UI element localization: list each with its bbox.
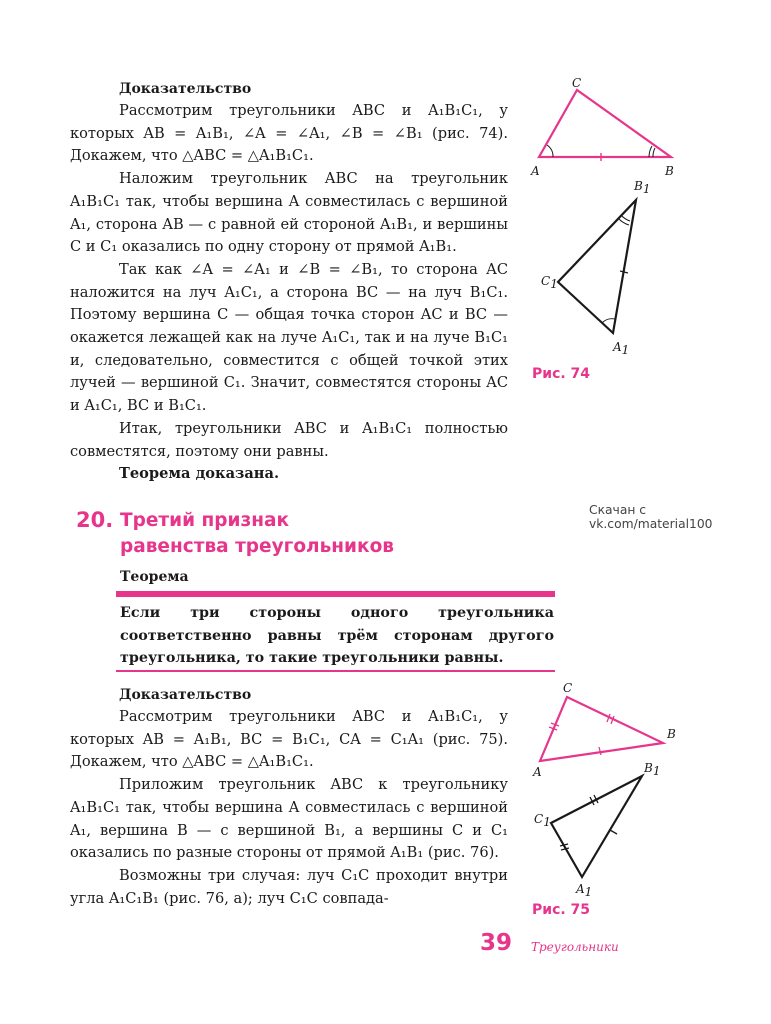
proof1-paragraph-1: Рассмотрим треугольники ABC и A₁B₁C₁, у которых AB = A₁B₁, ∠A = ∠A₁, ∠B = ∠B₁ (рис. 74). Докажем, что △ABC = △A₁B₁C₁.: [70, 102, 508, 165]
section-title-line-2: равенства треугольников: [120, 536, 394, 557]
label-c: C: [572, 76, 582, 90]
angle-mark-b1: [621, 215, 630, 221]
section-title: [120, 508, 394, 560]
proof2-paragraph-2: Приложим треугольник ABC к треугольнику A₁B₁C₁ так, чтобы вершина A совместилась с вершиной A₁, вершина B — с вершиной B₁, а вершины C и C₁ оказались по разные стороны от прямой A₁B₁ (рис. 76).: [70, 776, 508, 862]
proof1-paragraph-3: Так как ∠A = ∠A₁ и ∠B = ∠B₁, то сторона AC наложится на луч A₁C₁, а сторона BC — на луч B₁C₁. Поэтому вершина C — общая точка сторон AC и BC — окажется лежащей как на луче A₁C₁, так и на луче B₁C₁ и, следовательно, совместится с общей точкой этих лучей — вершиной C₁. Значит, совместятся стороны AC и A₁C₁, BC и B₁C₁.: [70, 260, 508, 415]
proof2-block: [70, 684, 508, 910]
proof2-paragraph-3: Возможны три случая: луч C₁C проходит внутри угла A₁C₁B₁ (рис. 76, а); луч C₁C совпада-: [70, 866, 508, 907]
tick-a1b1: [620, 271, 628, 273]
label-c-75: C: [563, 681, 573, 695]
proof2-heading: Доказательство: [119, 687, 252, 703]
angle-mark-a: [547, 145, 553, 157]
figure-75-caption: Рис. 75: [532, 902, 591, 918]
tick-ab-75: [599, 747, 601, 755]
label-b-75: B: [667, 727, 676, 741]
angle-mark-b: [653, 148, 655, 157]
triangle-a1b1c1-75: [551, 776, 642, 877]
label-a: A: [531, 164, 540, 178]
angle-mark-b1-2: [618, 218, 629, 225]
label-c1-75: C1: [534, 812, 551, 829]
figure-74-caption: Рис. 74: [532, 366, 591, 382]
angle-mark-a1: [602, 319, 615, 323]
watermark: Скачан с vk.com/material100: [589, 503, 713, 531]
theorem-text: Если три стороны одного треугольника соответственно равны трём сторонам другого треугольника, то такие треугольники равны.: [120, 605, 554, 666]
angle-mark-b-2: [649, 146, 652, 157]
proof2-paragraph-1: Рассмотрим треугольники ABC и A₁B₁C₁, у которых AB = A₁B₁, BC = B₁C₁, CA = C₁A₁ (рис. 75). Докажем, что △ABC = △A₁B₁C₁.: [70, 708, 508, 771]
label-c1: C1: [541, 274, 558, 291]
page-number: 39: [480, 930, 513, 956]
figure-75: [530, 680, 680, 900]
proof1-paragraph-4: Итак, треугольники ABC и A₁B₁C₁ полностью совместятся, поэтому они равны.: [70, 419, 508, 460]
triangle-a1b1c1: [558, 200, 636, 333]
section-number: 20.: [76, 508, 114, 532]
running-title: Треугольники: [531, 940, 619, 954]
label-b1-75: B1: [644, 761, 661, 778]
section-title-line-1: Третий признак: [120, 510, 290, 531]
figure-74: [525, 75, 695, 385]
label-b1: B1: [634, 179, 651, 196]
proof1-heading: Доказательство: [119, 81, 252, 97]
label-b: B: [665, 164, 674, 178]
theorem-label: Теорема: [120, 569, 189, 585]
tick-a1b1-75: [610, 830, 617, 834]
theorem-top-bar: [116, 591, 555, 597]
label-a1-75: A1: [576, 882, 593, 899]
label-a-75: A: [533, 765, 542, 779]
proof1-paragraph-2: Наложим треугольник ABC на треугольник A₁B₁C₁ так, чтобы вершина A совместилась с вершиной A₁, сторона AB — с равной ей стороной A₁B₁, и вершины C и C₁ оказались по одну сторону от прямой A₁B₁.: [70, 170, 508, 256]
theorem-bottom-bar: [116, 670, 555, 672]
proof1-block: [70, 78, 508, 486]
triangle-abc-75: [540, 697, 663, 761]
label-a1: A1: [613, 340, 630, 357]
proof1-conclusion: Теорема доказана.: [119, 465, 280, 483]
